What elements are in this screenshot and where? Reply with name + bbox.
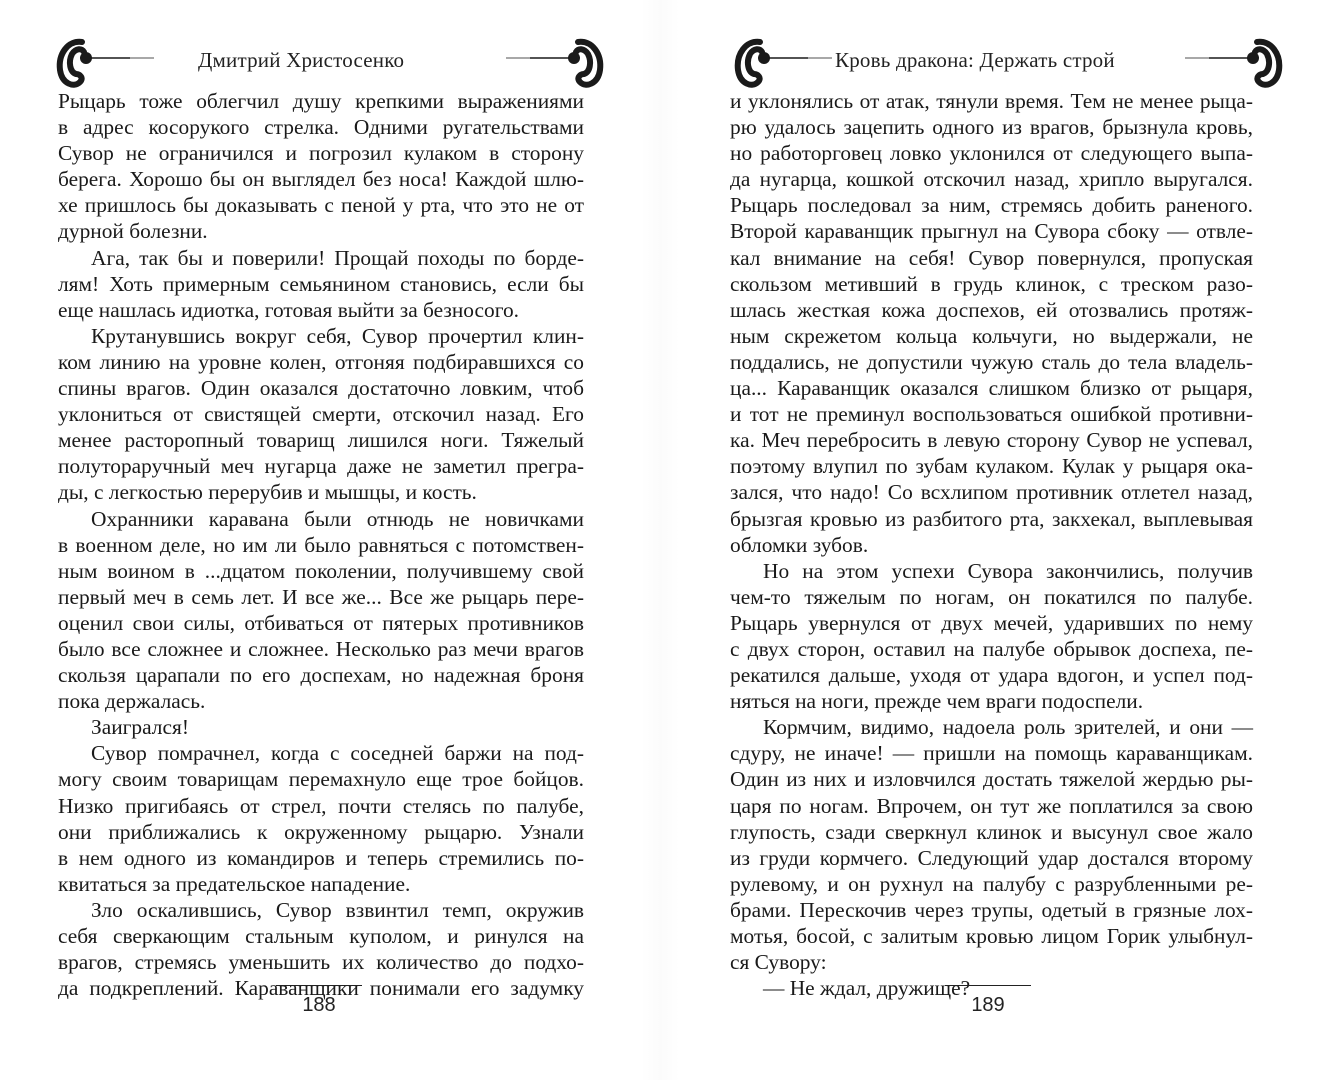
text-line: из груди кормчего. Следующий удар достался второму xyxy=(730,845,1253,870)
left-page-body-text xyxy=(58,88,584,1001)
text-line: полутораручный меч нугарца даже не заметил прегра- xyxy=(58,454,584,479)
text-line: рулевому, и он рухнул на палубу с разрубленными ре- xyxy=(730,871,1253,896)
text-line: в адрес косорукого стрелка. Одними ругательствами xyxy=(58,115,584,140)
text-line: в военном деле, но им ли было равняться с потомствен- xyxy=(58,532,584,557)
text-line: Низко пригибаясь от стрел, почти стелясь по палубе, xyxy=(58,793,584,818)
text-line: скользом метивший в грудь клинок, с треском разо- xyxy=(730,271,1253,296)
page-number: 189 xyxy=(971,994,1005,1016)
right-page-body-text xyxy=(730,88,1253,1001)
text-line: с двух сторон, оставил на палубе обрывок доспеха, пе- xyxy=(730,636,1253,661)
text-line: ным скрежетом кольца кольчуги, но выдержали, не xyxy=(730,323,1253,348)
text-line: пока держалась. xyxy=(58,689,206,714)
text-line: было все сложнее и сложнее. Несколько раз мечи врагов xyxy=(58,636,584,661)
text-line: чем-то тяжелым по ногам, он покатился по палубе. xyxy=(730,584,1253,609)
text-line: дурной болезни. xyxy=(58,219,208,244)
text-line: первый меч в семь лет. И все же... Все же рыцарь пере- xyxy=(58,584,584,609)
text-line: Заигрался! xyxy=(91,715,189,740)
text-line: да подкреплений. Караванщики понимали его задумку xyxy=(58,976,584,1001)
text-line: они приближались к окруженному рыцарю. Узнали xyxy=(58,819,584,844)
text-line: ком линию на уровне колен, отгоняя подбиравшихся со xyxy=(58,349,584,374)
text-line: царя по ногам. Впрочем, он тут же поплатился за свою xyxy=(730,793,1253,818)
text-line: могу своим товарищам перемахнуло еще трое бойцов. xyxy=(58,767,584,792)
text-line: и уклонялись от атак, тянули время. Тем не менее рыца- xyxy=(730,89,1253,113)
text-line: поэтому влупил по зубам кулаком. Кулак у рыцаря ока- xyxy=(730,454,1253,479)
right-page xyxy=(659,0,1318,1080)
running-head-author: Дмитрий Христосенко xyxy=(198,48,405,72)
left-page-folio xyxy=(274,985,364,1017)
folio-rule xyxy=(945,985,1031,986)
text-line: брами. Перескочив через трупы, одетый в грязные лох- xyxy=(730,897,1253,922)
text-line: няться на ноги, прежде чем враги подоспели. xyxy=(730,689,1144,714)
text-line: хе пришлось бы доказывать с пеной у рта, что это не от xyxy=(58,193,584,218)
text-line: мотья, босой, с залитым кровью лицом Горик улыбнул- xyxy=(730,924,1253,948)
text-line: Рыцарь увернулся от двух мечей, ударивших по нему xyxy=(730,610,1253,635)
text-line: ка. Меч перебросить в левую сторону Сувор не успевал, xyxy=(730,428,1253,453)
text-line: менее расторопный товарищ лишился ноги. Тяжелый xyxy=(58,428,584,453)
text-line: уклониться от свистящей смерти, отскочил назад. Его xyxy=(58,402,584,427)
text-line: да нугарца, кошкой отскочил назад, хрипло выругался. xyxy=(730,167,1253,192)
text-line: в нем одного из командиров и теперь стремились по- xyxy=(58,845,584,870)
hook-ornament-icon xyxy=(490,34,610,94)
text-line: спины врагов. Один оказался достаточно ловким, чтоб xyxy=(58,376,584,401)
text-line: ды, с легкостью перерубив и мышцы, и кость. xyxy=(58,480,477,505)
text-line: Сувор помрачнел, когда с соседней баржи на под- xyxy=(91,741,584,766)
text-line: Второй караванщик прыгнул на Сувора сбоку — отвле- xyxy=(730,219,1253,244)
right-running-head xyxy=(659,34,1318,94)
hook-ornament-icon xyxy=(50,34,170,94)
text-line: рекатился дальше, уходя от удара вдогон, и успел под- xyxy=(730,663,1253,688)
text-line: шлась жесткая кожа доспехов, ей отозвались протяж- xyxy=(730,297,1253,322)
text-line: сдуру, не иначе! — пришли на помощь караванщикам. xyxy=(730,741,1253,766)
text-line: берега. Хорошо бы он выглядел без носа! Каждой шлю- xyxy=(58,167,584,192)
text-line: поддались, не допустили чужую сталь до тела владель- xyxy=(730,349,1253,374)
page-number: 188 xyxy=(302,994,336,1016)
running-head-book-title: Кровь дракона: Держать строй xyxy=(835,48,1115,72)
text-line: Охранники каравана были отнюдь не новичками xyxy=(91,506,584,531)
text-line: еще нашлась идиотка, готовая выйти за безносого. xyxy=(58,297,520,322)
text-line: — Не ждал, дружище? xyxy=(763,976,971,1001)
text-line: ся Сувору: xyxy=(730,950,827,975)
text-line: но работорговец ловко уклонился от следующего выпа- xyxy=(730,141,1253,166)
folio-rule xyxy=(276,985,362,986)
hook-ornament-icon xyxy=(728,34,848,94)
text-line: Рыцарь тоже облегчил душу крепкими выражениями xyxy=(58,89,584,113)
text-line: брызгая кровью из разбитого рта, закхекал, выплевывая xyxy=(730,506,1253,531)
text-line: и тот не преминул воспользоваться ошибкой противни- xyxy=(730,402,1253,427)
text-line: врагов, стремясь уменьшить их количество до подхо- xyxy=(58,950,584,975)
hook-ornament-icon xyxy=(1169,34,1289,94)
text-line: Зло оскалившись, Сувор взвинтил темп, окружив xyxy=(91,897,584,922)
text-line: Но на этом успехи Сувора закончились, получив xyxy=(763,558,1253,583)
text-line: квитаться за предательское нападение. xyxy=(58,871,411,896)
text-line: глупость, сзади сверкнул клинок и высунул свое жало xyxy=(730,819,1253,844)
text-line: зался, что надо! Со всхлипом противник отлетел назад, xyxy=(730,480,1253,505)
text-line: Сувор не ограничился и погрозил кулаком в сторону xyxy=(58,141,584,166)
right-page-folio xyxy=(943,985,1033,1017)
text-line: Ага, так бы и поверили! Прощай походы по борде- xyxy=(91,245,584,270)
left-running-head xyxy=(0,34,659,94)
text-line: себя сверкающим стальным куполом, и ринулся на xyxy=(58,924,584,948)
text-line: обломки зубов. xyxy=(730,532,869,557)
text-line: Крутанувшись вокруг себя, Сувор прочертил клин- xyxy=(91,323,584,348)
text-line: Один из них и изловчился достать тяжелой жердью ры- xyxy=(730,767,1253,792)
text-line: Кормчим, видимо, надоела роль зрителей, и они — xyxy=(763,715,1253,740)
text-line: оценил свои силы, отбиваться от пятерых противников xyxy=(58,610,584,635)
text-line: ца... Караванщик оказался слишком близко от рыцаря, xyxy=(730,376,1253,401)
text-line: Рыцарь последовал за ним, стремясь добить раненого. xyxy=(730,193,1253,218)
text-line: ным воином в ...дцатом поколении, получившему свой xyxy=(58,558,584,583)
text-line: скользя царапали по его доспехам, но надежная броня xyxy=(58,663,584,688)
text-line: кал внимание на себя! Сувор повернулся, пропуская xyxy=(730,245,1253,270)
text-line: лям! Хоть примерным семьянином становись, если бы xyxy=(58,271,584,296)
text-line: рю удалось зацепить одного из врагов, брызнула кровь, xyxy=(730,115,1253,140)
